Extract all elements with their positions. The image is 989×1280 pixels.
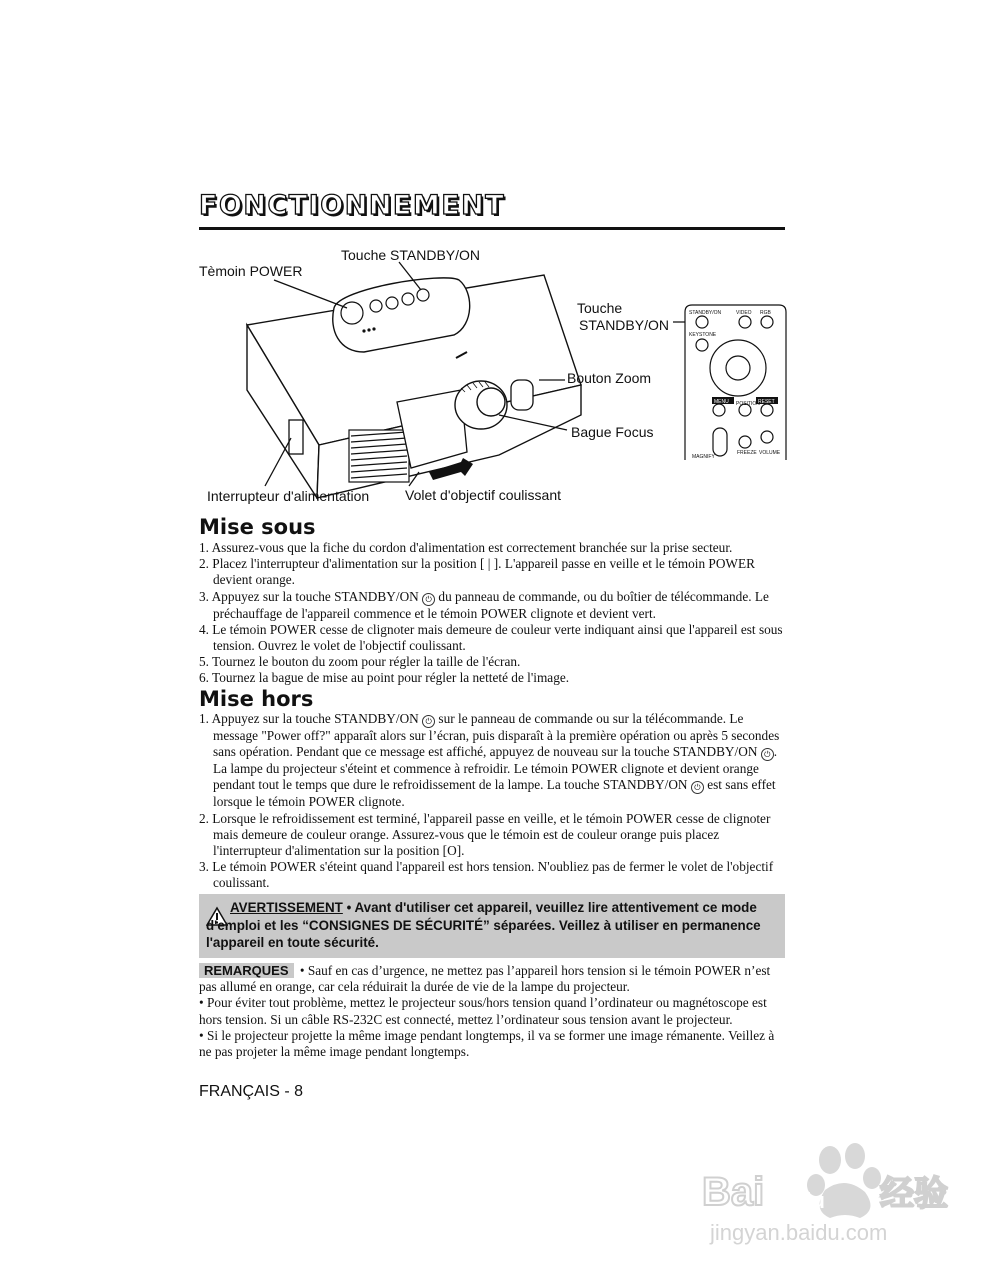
panel-button-icon bbox=[370, 300, 382, 312]
remote-label-menu: MENU bbox=[714, 399, 729, 405]
section-heading-mise-sous: Mise sous bbox=[199, 515, 316, 539]
mise-hors-steps bbox=[199, 711, 789, 892]
standby-icon bbox=[691, 781, 704, 794]
remote-label-magnify: MAGNIFY bbox=[692, 454, 715, 460]
note-paragraph: REMARQUES • Sauf en cas d’urgence, ne mettez pas l’appareil hors tension si le témoin POWER n’est pas allumé en orange, car cela réduirait la durée de vie de la lampe du projecteur. bbox=[199, 963, 771, 995]
mise-sous-steps bbox=[199, 540, 789, 687]
list-item: 2. Lorsque le refroidissement est terminé, l'appareil passe en veille, et le témoin POWER cesse de clignoter mais demeure de couleur orange. Assurez-vous que le témoin est de couleur orange puis placez l'interrupteur d'alimentation sur la position [O]. bbox=[199, 810, 771, 859]
standby-icon bbox=[422, 593, 435, 606]
remote-label-volume: VOLUME bbox=[759, 450, 781, 456]
standby-icon bbox=[422, 715, 435, 728]
label-temoin-power: Tèmoin POWER bbox=[199, 263, 303, 279]
list-item: 6. Tournez la bague de mise au point pour régler la netteté de l'image. bbox=[199, 670, 570, 686]
remote-standby-icon bbox=[696, 316, 708, 328]
remote-label-video: VIDEO bbox=[736, 310, 752, 316]
list-item: 4. Le témoin POWER cesse de clignoter mais demeure de couleur verte indiquant ainsi que l'appareil est sous tension. Ouvrez le volet de l'objectif coulissant. bbox=[199, 621, 783, 654]
label-volet: Volet d'objectif coulissant bbox=[405, 487, 561, 503]
svg-text:jingyan.baidu.com: jingyan.baidu.com bbox=[710, 1220, 888, 1245]
label-touche-standby: Touche STANDBY/ON bbox=[341, 247, 481, 263]
remote-label-position: POSITION bbox=[736, 401, 760, 407]
remote-label-freeze: FREEZE bbox=[737, 450, 757, 456]
panel-button-icon bbox=[402, 293, 414, 305]
panel-button-icon bbox=[386, 297, 398, 309]
remote-label-keystone: KEYSTONE bbox=[689, 332, 717, 338]
label-remote-standby: STANDBY/ON bbox=[579, 317, 669, 333]
note-paragraph: • Si le projecteur projette la même image pendant longtemps, il va se former une image rémanente. Veillez à ne pas projeter la même image pendant longtemps. bbox=[199, 1027, 775, 1060]
list-item: 3. Appuyez sur la touche STANDBY/ON ⏻ du panneau de commande, ou du boîtier de télécommande. Le préchauffage de l'appareil commence et le témoin POWER clignote et devient vert. bbox=[199, 589, 789, 622]
standby-icon bbox=[761, 748, 774, 761]
projector-figure bbox=[199, 240, 799, 515]
page-title: FONCTIONNEMENT bbox=[199, 190, 506, 221]
list-item: 3. Le témoin POWER s'éteint quand l'appareil est hors tension. N'oubliez pas de fermer le volet de l'objectif coulissant. bbox=[199, 859, 774, 891]
notes-label: REMARQUES bbox=[199, 963, 294, 978]
warning-text: AVERTISSEMENT • Avant d'utiliser cet appareil, veuillez lire attentivement ce mode d'emploi et les “CONSIGNES DE SÉCURITÉ” séparées. Veillez à utiliser en permanence l'appareil en toute sécurité. bbox=[206, 900, 761, 950]
svg-text:经验: 经验 bbox=[880, 1174, 948, 1214]
baidu-watermark-logo bbox=[700, 1130, 960, 1270]
list-item: 5. Tournez le bouton du zoom pour régler la taille de l'écran. bbox=[199, 654, 521, 670]
remote-label-reset: RESET bbox=[758, 399, 775, 405]
svg-text:du: du bbox=[798, 1188, 825, 1213]
power-button-icon bbox=[341, 302, 363, 324]
remote-label-rgb: RGB bbox=[760, 310, 771, 316]
label-bouton-zoom: Bouton Zoom bbox=[567, 370, 652, 386]
list-item: 2. Placez l'interrupteur d'alimentation sur la position [ | ]. L'appareil passe en veille et le témoin POWER devient orange. bbox=[199, 556, 755, 588]
page-footer: FRANÇAIS - 8 bbox=[199, 1083, 304, 1100]
title-rule bbox=[199, 227, 785, 230]
power-switch-icon bbox=[289, 420, 303, 454]
label-bague-focus: Bague Focus bbox=[571, 424, 654, 440]
label-interrupteur: Interrupteur d'alimentation bbox=[207, 488, 370, 504]
warning-label: AVERTISSEMENT bbox=[230, 900, 343, 915]
note-paragraph: • Pour éviter tout problème, mettez le projecteur sous/hors tension quand l’ordinateur ou magnétoscope est hors tension. Si un câble RS-232C est connecté, mettez l’ordinateur sous tension avant le projecteur. bbox=[199, 995, 767, 1027]
standby-button-icon bbox=[417, 289, 429, 301]
svg-text:Bai: Bai bbox=[702, 1170, 765, 1214]
section-heading-mise-hors: Mise hors bbox=[199, 687, 314, 711]
list-item: 1. Assurez-vous que la fiche du cordon d'alimentation est correctement branchée sur la prise secteur. bbox=[199, 540, 733, 555]
label-remote-touche: Touche bbox=[577, 300, 623, 316]
notes-block bbox=[199, 963, 789, 1060]
remote-label-standby: STANDBY/ON bbox=[689, 310, 722, 316]
list-item: 1. Appuyez sur la touche STANDBY/ON ⏻ sur le panneau de commande ou sur la télécommande. Le message "Power off?" apparaît alors sur l’écran, puis disparaît à la première opération ou après 5 secondes sans opération. Pendant que ce message est affiché, appuyez de nouveau sur la touche STANDBY/ON ⏻. La lampe du projecteur s'éteint et commence à refroidir. Le témoin POWER clignote et devient orange pendant tout le temps que dure le refroidissement de la lampe. La touche STANDBY/ON ⏻ est sans effet lorsque le témoin POWER clignote. bbox=[199, 711, 789, 811]
